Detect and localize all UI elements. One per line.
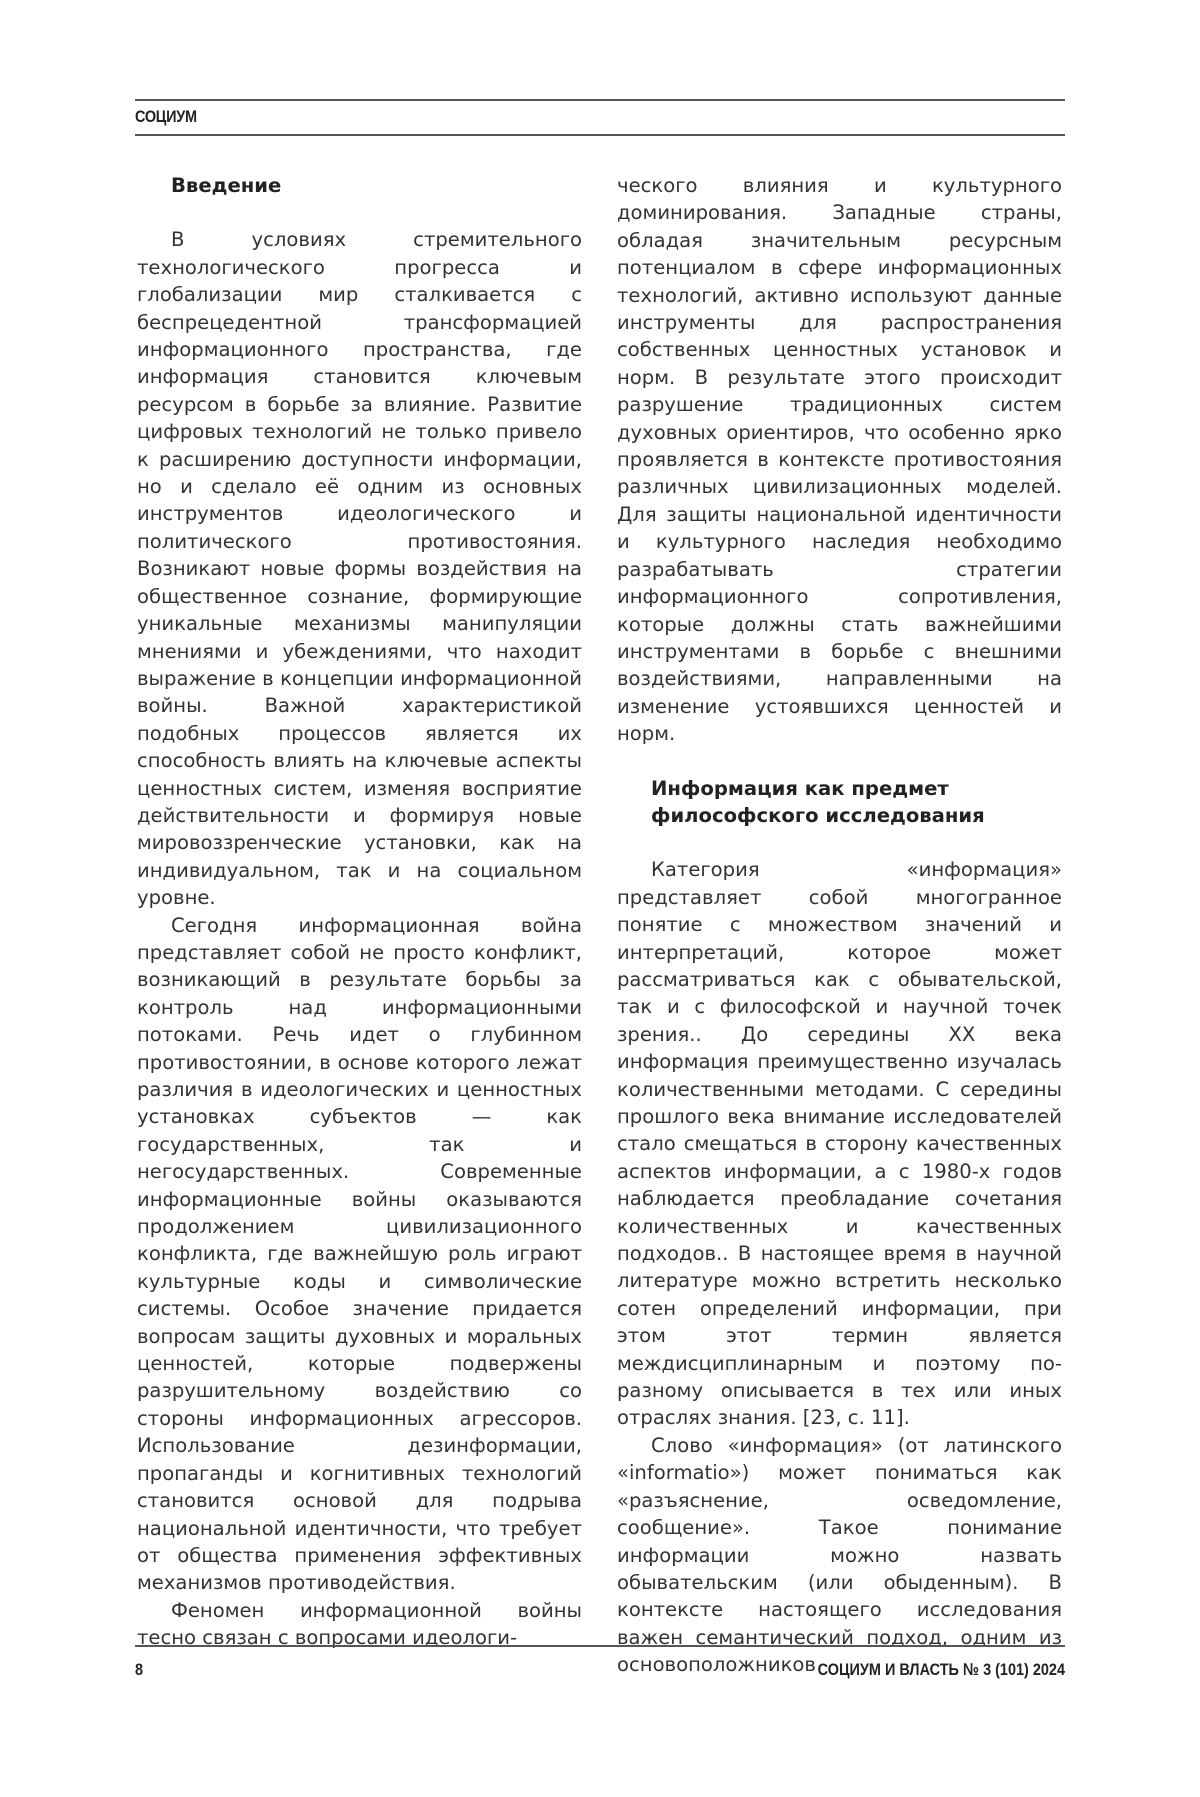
heading-line: Информация как предмет — [651, 776, 949, 800]
footer-rule — [135, 1645, 1065, 1647]
right-column — [617, 172, 1062, 1679]
header-bottom-rule — [135, 134, 1065, 136]
spacer — [137, 199, 582, 226]
section-heading-introduction: Введение — [171, 174, 282, 197]
page-number: 8 — [135, 1660, 144, 1679]
paragraph: Слово «информация» (от латинского «informatio») может пониматься как «разъяснение, осведомление, сообщение». Такое понимание информации можно назвать обывательским (или обыденным). В контексте настоящего исследования важен семантический подход, одним из основоположников — [617, 1433, 1062, 1677]
paragraph: Феномен информационной войны тесно связан с вопросами идеологи- — [137, 1598, 582, 1650]
left-column — [137, 172, 582, 1652]
paragraph: В условиях стремительного технологического прогресса и глобализации мир сталкивается с беспрецедентной трансформацией информационного пространства, где информация становится ключевым ресурсом в борьбе за влияние. Развитие цифровых технологий не только привело к расширению доступности информации, но и сделало её одним из основных инструментов идеологического и политического противостояния. Возникают новые формы воздействия на общественное сознание, формирующие уникальные механизмы манипуляции мнениями и убеждениями, что находит выражение в концепции информационной войны. Важной характеристикой подобных процессов является их способность влиять на ключевые аспекты ценностных систем, изменяя восприятие действительности и формируя новые мировоззренческие установки, как на индивидуальном, так и на социальном уровне. — [137, 228, 582, 910]
paragraph: Категория «информация» представляет собой многогранное понятие с множеством значений и интерпретаций, которое может рассматриваться как с обывательской, так и с философской и научной точек зрения.. До середины XX века информация преимущественно изучалась количественными методами. С середины прошлого века внимание исследователей стало смещаться в сторону качественных аспектов информации, а с 1980-х годов наблюдается преобладание сочетания количественных и качественных подходов.. В настоящее время в научной литературе можно встретить несколько сотен определений информации, при этом этот термин является междисциплинарным и поэтому по-разному описывается в тех или иных отраслях знания. [23, с. 11]. — [617, 858, 1062, 1430]
running-head-section: СОЦИУМ — [135, 107, 197, 126]
spacer — [617, 829, 1062, 856]
paragraph-continuation: ческого влияния и культурного доминирования. Западные страны, обладая значительным ресурсным потенциалом в сфере информационных технологий, активно используют данные инструменты для распространения собственных ценностных установок и норм. В результате этого происходит разрушение традиционных систем духовных ориентиров, что особенно ярко проявляется в контексте противостояния различных цивилизационных моделей. Для защиты национальной идентичности и культурного наследия необходимо разрабатывать стратегии информационного сопротивления, которые должны стать важнейшими инструментами в борьбе с внешними воздействиями, направленными на изменение устоявшихся ценностей и норм. — [617, 174, 1062, 746]
paragraph: Сегодня информационная война представляет собой не просто конфликт, возникающий в результате борьбы за контроль над информационными потоками. Речь идет о глубинном противостоянии, в основе которого лежат различия в идеологических и ценностных установках субъектов — как государственных, так и негосударственных. Современные информационные войны оказываются продолжением цивилизационного конфликта, где важнейшую роль играют культурные коды и символические системы. Особое значение придается вопросам защиты духовных и моральных ценностей, которые подвержены разрушительному воздействию со стороны информационных агрессоров. Использование дезинформации, пропаганды и когнитивных технологий становится основой для подрыва национальной идентичности, что требует от общества применения эффективных механизмов противодействия. — [137, 913, 582, 1595]
journal-title: СОЦИУМ И ВЛАСТЬ № 3 (101) 2024 — [817, 1660, 1065, 1679]
spacer — [617, 748, 1062, 775]
section-heading-information — [617, 775, 1062, 830]
top-rule — [135, 99, 1065, 101]
heading-line: философского исследования — [651, 803, 985, 827]
